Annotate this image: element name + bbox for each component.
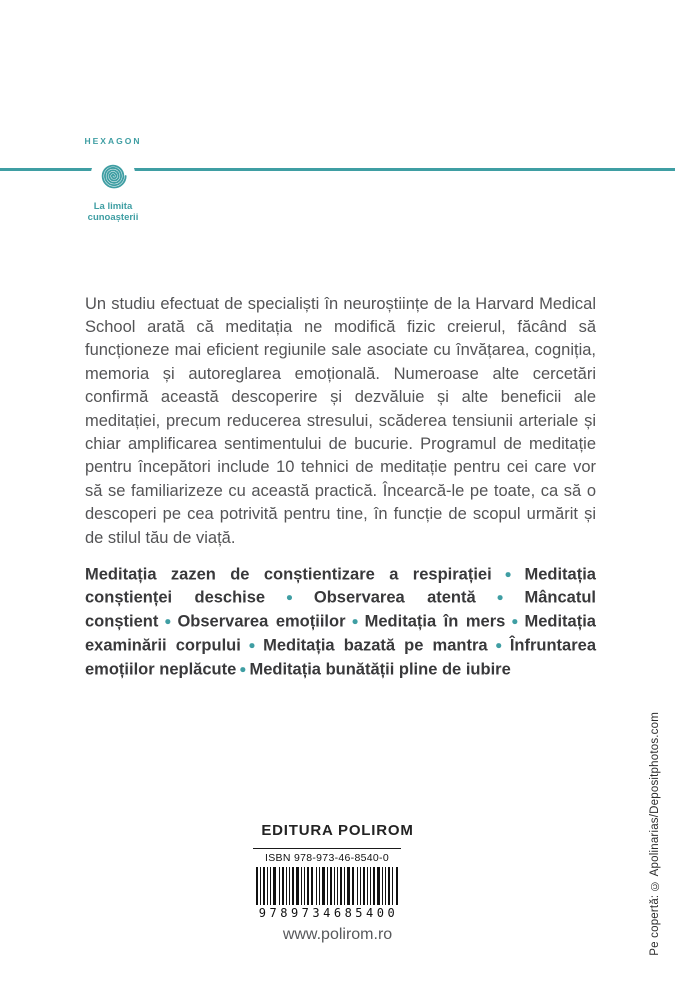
bullet-separator-icon: ● — [268, 590, 311, 605]
bullet-separator-icon: ● — [243, 637, 261, 652]
spiral-logo-icon — [90, 153, 136, 199]
bullet-separator-icon: ● — [478, 590, 522, 605]
barcode-number: 9789734685400 — [258, 906, 399, 920]
bullet-separator-icon: ● — [494, 566, 522, 581]
bullet-separator-icon: ● — [161, 614, 175, 629]
description-text: Un studiu efectuat de specialiști în neuroștiințe de la Harvard Medical School arată că meditația ne modifică fizic creierul, făcând să funcționeze mai eficient regiunile sale asociate cu învățarea, cogniția, memoria și autoreglarea emoțională. Numeroase alte cercetări confirmă această descoperire și dezvăluie și alte beneficii ale meditației, precum reducerea stresului, scăderea tensiunii arteriale și chiar amplificarea sentimentului de bucurie. Programul de meditație pentru începători include 10 tehnici de meditație pentru cei care vor să se familiarizeze cu această practică. Încearcă-le pe toate, ca să o descoperi pe cea potrivită pentru tine, în funcție de scopul urmărit și de stilul tău de viață. — [85, 294, 596, 547]
publisher-name: EDITURA POLIROM — [261, 822, 414, 839]
logo-brand-text: HEXAGON — [84, 136, 142, 146]
isbn-barcode — [253, 848, 401, 920]
website-url: www.polirom.ro — [282, 926, 393, 943]
isbn-label: ISBN 978-973-46-8540-0 — [265, 852, 389, 864]
bullet-separator-icon: ● — [348, 614, 362, 629]
bullet-separator-icon: ● — [239, 661, 247, 676]
logo-tagline-line2: cunoașterii — [87, 212, 139, 223]
logo-tagline-line1: La limita — [93, 201, 133, 212]
bullet-separator-icon: ● — [490, 637, 507, 652]
meditation-techniques-list: Meditația zazen de conștientizare a respirației ● Meditația conștienței deschise ● Observarea atentă ● Mâncatul conștient ● Observarea emoțiilor ● Meditația în mers ● Meditația examinării corpului ● Meditația bazată pe mantra ● Înfruntarea emoțiilor neplăcute ● Meditația bunătății pline de iubire — [85, 564, 596, 679]
barcode-bars — [253, 867, 401, 905]
logo-tagline — [53, 201, 173, 223]
cover-photo-credit: Pe copertă: © Apolinarias/Depositphotos.com — [649, 712, 661, 956]
bullet-separator-icon: ● — [508, 614, 522, 629]
